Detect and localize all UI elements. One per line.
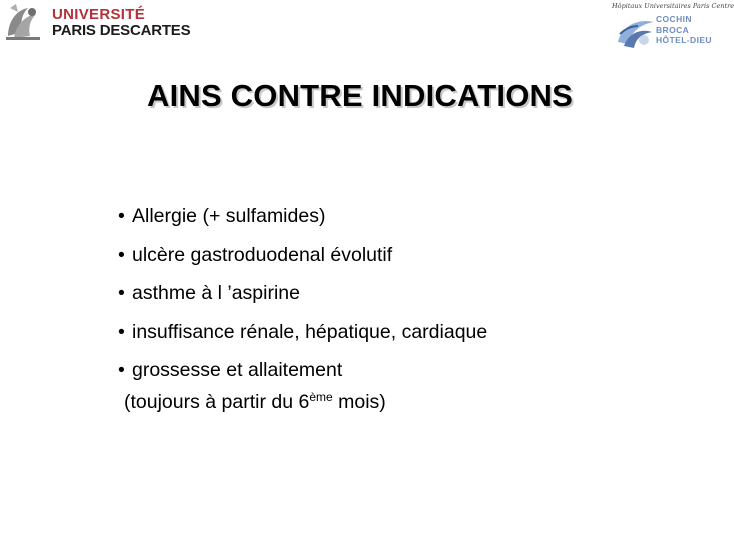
- note-suffix: mois): [332, 391, 386, 413]
- bullet-item: [118, 200, 487, 239]
- bullet-dot-icon: •: [118, 359, 125, 381]
- hospital-name-broca: BROCA: [656, 24, 690, 35]
- university-name-line2: PARIS DESCARTES: [52, 21, 191, 39]
- slide-title: AINS CONTRE INDICATIONS: [147, 78, 573, 113]
- hospital-name-hotel-dieu: HÔTEL-DIEU: [656, 35, 712, 45]
- hospital-swirl-icon: [614, 12, 658, 52]
- note-prefix: (toujours à partir du 6: [124, 391, 310, 413]
- bullet-dot-icon: •: [118, 205, 125, 227]
- note-superscript: ème: [309, 390, 333, 404]
- bullet-item: [118, 354, 487, 393]
- bullet-text: Allergie (+ sulfamides): [132, 205, 326, 227]
- university-name-line1: UNIVERSITÉ: [52, 5, 146, 23]
- university-emblem-icon: [2, 2, 46, 42]
- bullet-dot-icon: •: [118, 282, 125, 304]
- bullet-dot-icon: •: [118, 320, 125, 343]
- bullet-text: asthme à l ’aspirine: [132, 282, 300, 304]
- bullet-item: [118, 277, 487, 316]
- bullet-item: [118, 239, 487, 278]
- bullet-text: grossesse et allaitement: [132, 359, 343, 381]
- bullet-dot-icon: •: [118, 243, 125, 266]
- hospital-logo: [608, 0, 734, 56]
- university-logo: [2, 2, 190, 42]
- hospital-name-cochin: COCHIN: [656, 14, 692, 24]
- hospital-script-text: Hôpitaux Universitaires Paris Centre: [612, 2, 734, 10]
- bullet-text: insuffisance rénale, hépatique, cardiaque: [132, 320, 488, 343]
- bullet-item: [118, 316, 487, 355]
- note-text: [124, 390, 386, 414]
- bullet-text: ulcère gastroduodenal évolutif: [132, 243, 393, 266]
- bullet-list: [118, 200, 487, 393]
- hospital-names: [656, 14, 712, 46]
